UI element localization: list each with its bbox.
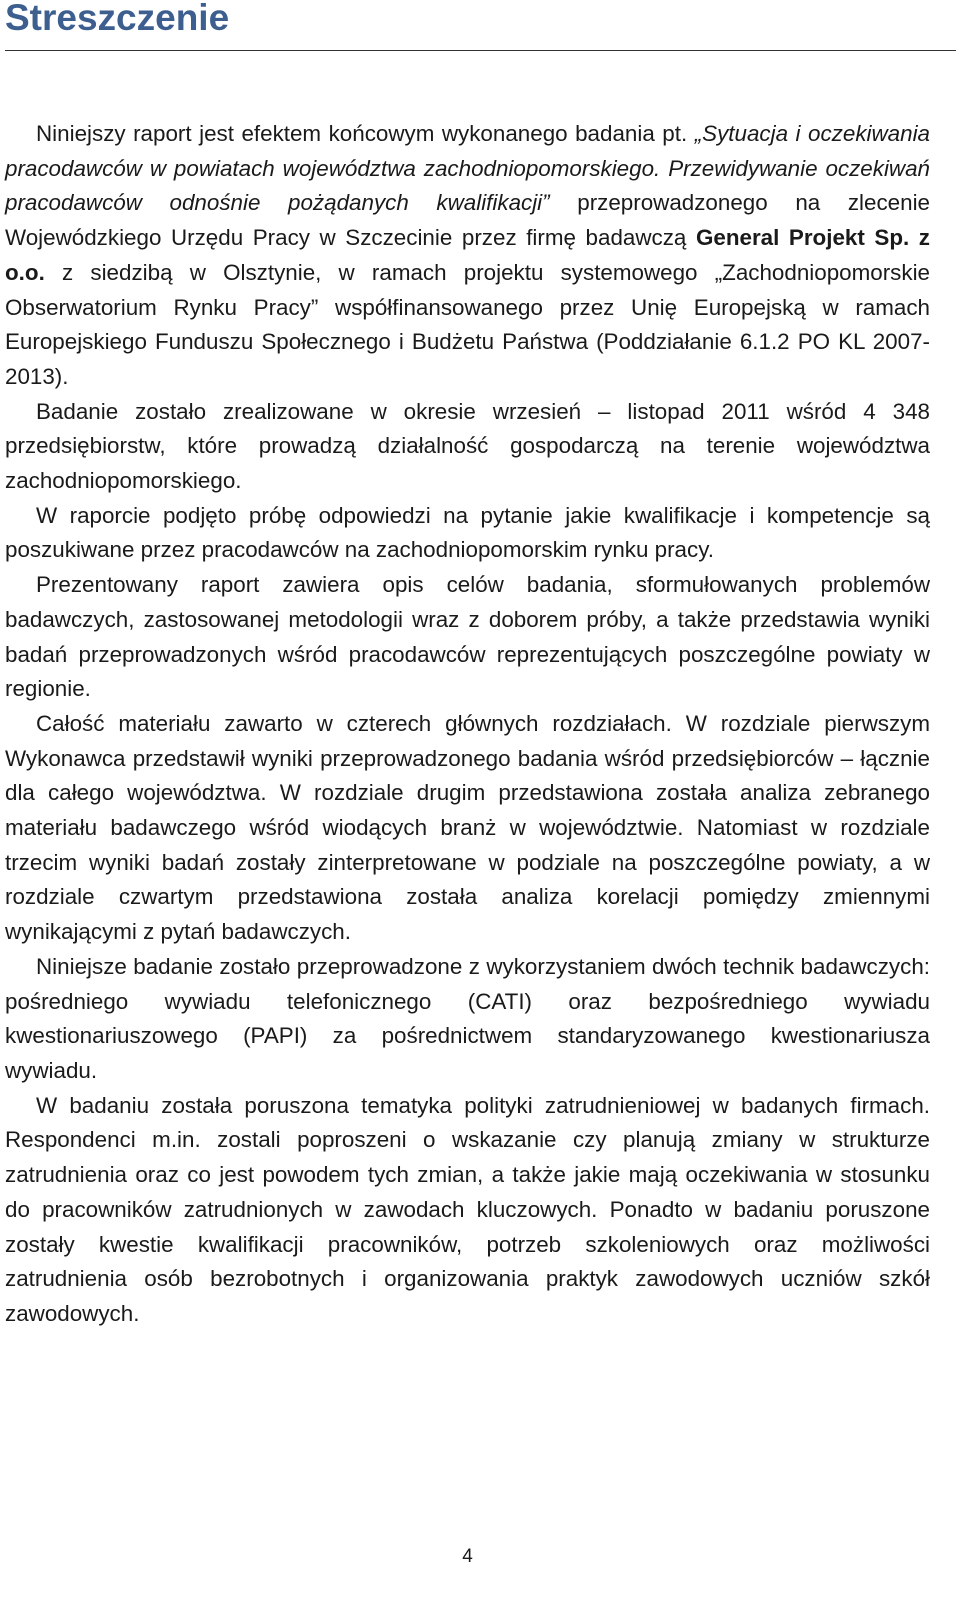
paragraph-intro [5,117,930,395]
paragraph-research-question: W raporcie podjęto próbę odpowiedzi na pytanie jakie kwalifikacje i kompetencje są poszukiwane przez pracodawców na zachodniopomorskim rynku pracy. [5,502,930,563]
page-number: 4 [462,1546,473,1567]
paragraph-methods: Niniejsze badanie zostało przeprowadzone z wykorzystaniem dwóch technik badawczych: pośredniego wywiadu telefonicznego (CATI) oraz bezpośredniego wywiadu kwestionariuszowego (PAPI) za pośrednictwem standaryzowanego kwestionariusza wywiadu. [5,953,930,1083]
heading-divider [5,50,956,51]
page-title: Streszczenie [5,0,230,38]
paragraph-study-period: Badanie zostało zrealizowane w okresie wrzesień – listopad 2011 wśród 4 348 przedsiębiorstw, które prowadzą działalność gospodarczą na terenie województwa zachodniopomorskiego. [5,398,930,494]
intro-text-middle: przeprowadzonego na zlecenie Wojewódzkiego Urzędu Pracy w Szczecinie przez firmę badawczą [5,190,930,251]
paragraph-report-contents: Prezentowany raport zawiera opis celów badania, sformułowanych problemów badawczych, zastosowanej metodologii wraz z doborem próby, a także przedstawia wyniki badań przeprowadzonych wśród pracodawców reprezentujących poszczególne powiaty w regionie. [5,572,930,702]
paragraph-topics: W badaniu została poruszona tematyka polityki zatrudnieniowej w badanych firmach. Respondenci m.in. zostali poproszeni o wskazanie czy planują zmiany w strukturze zatrudnienia oraz co jest powodem tych zmian, a także jakie mają oczekiwania w stosunku do pracowników zatrudnionych w zawodach kluczowych. Ponadto w badaniu poruszone zostały kwestie kwalifikacji pracowników, potrzeb szkoleniowych oraz możliwości zatrudnienia osób bezrobotnych i organizowania praktyk zawodowych uczniów szkół zawodowych. [5,1092,930,1326]
paragraph-chapters: Całość materiału zawarto w czterech głównych rozdziałach. W rozdziale pierwszym Wykonawca przedstawił wyniki przeprowadzonego badania wśród przedsiębiorców – łącznie dla całego województwa. W rozdziale drugim przedstawiona została analiza zebranego materiału badawczego wśród wiodących branż w województwie. Natomiast w rozdziale trzecim wyniki badań zostały zinterpretowane w podziale na poszczególne powiaty, a w rozdziale czwartym przedstawiona została analiza korelacji pomiędzy zmiennymi wynikającymi z pytań badawczych. [5,710,930,945]
intro-text-end: z siedzibą w Olsztynie, w ramach projektu systemowego „Zachodniopomorskie Obserwatorium Rynku Pracy” współfinansowanego przez Unię Europejską w ramach Europejskiego Funduszu Społecznego i Budżetu Państwa (Poddziałanie 6.1.2 PO KL 2007-2013). [5,259,930,389]
summary-body [5,117,930,1332]
company-name: General Projekt Sp. z o.o. [5,225,930,285]
report-title: „Sytuacja i oczekiwania pracodawców w powiatach województwa zachodniopomorskiego. Przewidywanie oczekiwań pracodawców odnośnie pożądanych kwalifikacji” [5,121,930,216]
intro-text-start: Niniejszy raport jest efektem końcowym wykonanego badania pt. [36,121,695,146]
